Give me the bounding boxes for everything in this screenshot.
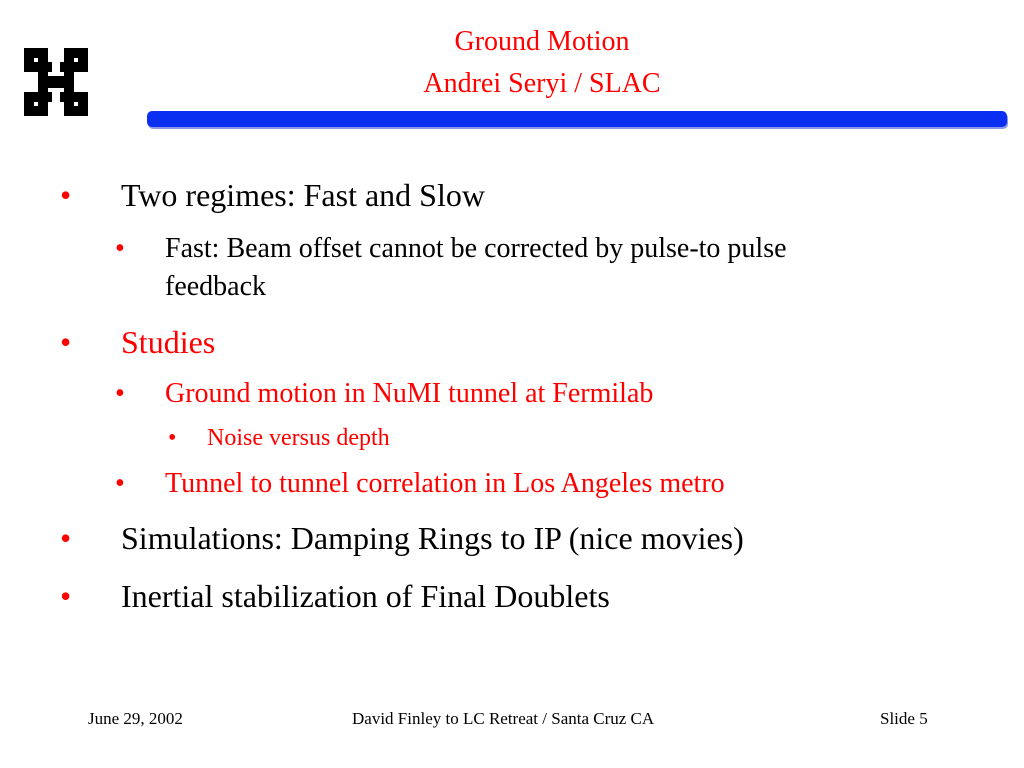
bullet-icon: • [168, 425, 177, 451]
bullet-text-level1: Two regimes: Fast and Slow [121, 177, 485, 213]
slide-title-line1: Ground Motion [454, 26, 630, 57]
bullet-text-level1: Studies [121, 324, 216, 360]
bullet-text-level2: Tunnel to tunnel correlation in Los Angeles metro [165, 468, 725, 499]
bullet-icon: • [60, 520, 72, 556]
bullet-icon: • [60, 324, 72, 360]
bullet-text-level1: Inertial stabilization of Final Doublets [121, 578, 610, 614]
bullet-icon: • [115, 233, 125, 264]
bullet-text-level2-continuation: feedback [165, 271, 267, 302]
title-divider-bar [147, 111, 1007, 127]
bullet-icon: • [115, 468, 125, 499]
bullet-icon: • [60, 578, 72, 614]
bullet-text-level3: Noise versus depth [207, 425, 390, 451]
bullet-icon: • [60, 177, 72, 213]
bullet-icon: • [115, 378, 125, 409]
bullet-text-level2: Fast: Beam offset cannot be corrected by pulse-to pulse [165, 233, 787, 264]
slide-title-line2: Andrei Seryi / SLAC [423, 68, 661, 99]
footer-center-text: David Finley to LC Retreat / Santa Cruz CA [352, 709, 655, 728]
footer-date: June 29, 2002 [88, 709, 183, 728]
bullet-text-level2: Ground motion in NuMI tunnel at Fermilab [165, 378, 654, 409]
footer-slide-number: Slide 5 [880, 709, 928, 728]
fermilab-logo-icon [24, 48, 88, 116]
bullet-text-level1: Simulations: Damping Rings to IP (nice movies) [121, 520, 744, 556]
